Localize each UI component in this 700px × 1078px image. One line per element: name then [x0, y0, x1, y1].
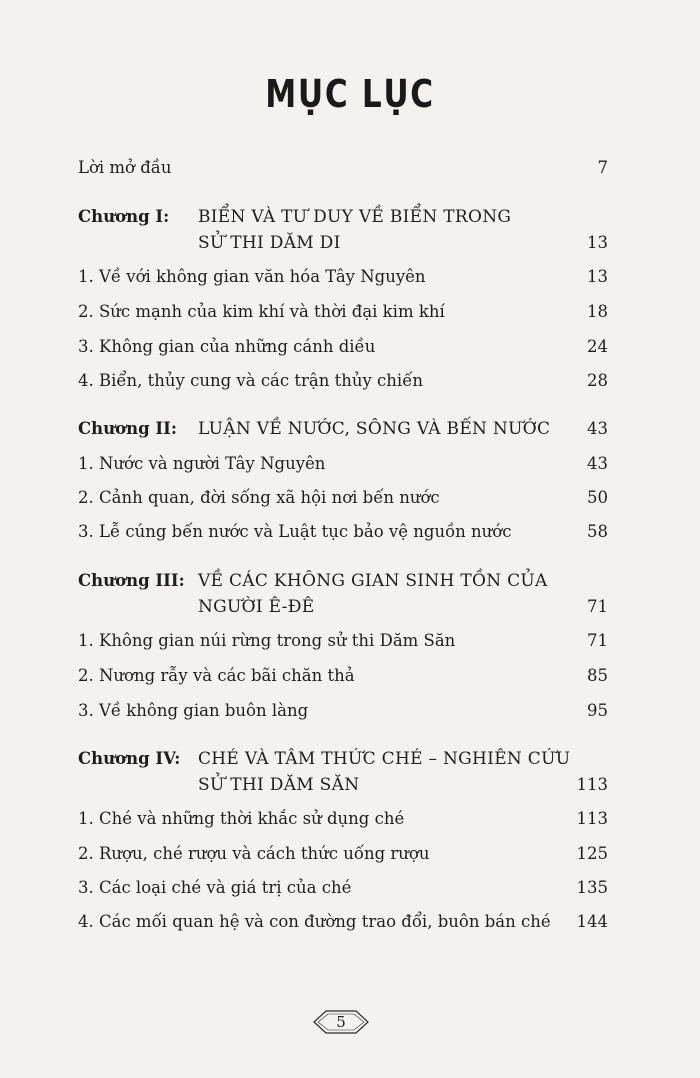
toc-entry-label: 2. Rượu, ché rượu và cách thức uống rượu — [78, 844, 430, 863]
toc-entry-label: Lời mở đầu — [78, 158, 172, 177]
chapter-title-cont: NGƯỜI Ê-ĐÊ — [198, 597, 315, 617]
toc-entry-page: 71 — [587, 631, 608, 650]
toc-entry-label: 2. Nương rẫy và các bãi chăn thả — [78, 666, 355, 685]
chapter-page: 71 — [587, 597, 608, 616]
chapter-1-heading-cont — [78, 228, 608, 258]
toc-entry-page: 58 — [587, 522, 608, 541]
chapter-2-heading — [78, 414, 608, 444]
toc-entry — [78, 449, 608, 479]
chapter-title-cont: SỬ THI DĂM SĂN — [198, 775, 360, 795]
toc-entry-label: 1. Nước và người Tây Nguyên — [78, 454, 326, 473]
toc-entry — [78, 696, 608, 726]
toc-entry — [78, 661, 608, 691]
toc-entry-label: 3. Lễ cúng bến nước và Luật tục bảo vệ nguồn nước — [78, 522, 512, 541]
toc-entry-label: 2. Sức mạnh của kim khí và thời đại kim khí — [78, 302, 445, 321]
toc-entry-page: 113 — [576, 809, 608, 828]
toc-entry-page: 50 — [587, 488, 608, 507]
toc-entry — [78, 262, 608, 292]
toc-entry-page: 85 — [587, 666, 608, 685]
page-title: MỤC LỤC — [265, 72, 435, 116]
chapter-label: Chương I: — [78, 207, 170, 226]
chapter-page: 113 — [576, 775, 608, 794]
toc-entry-intro — [78, 153, 608, 183]
toc-entry-label: 1. Ché và những thời khắc sử dụng ché — [78, 809, 405, 828]
page-number-ornament — [310, 1008, 372, 1036]
toc-entry-page: 24 — [587, 337, 608, 356]
toc-entry — [78, 907, 608, 937]
toc-entry-page: 18 — [587, 302, 608, 321]
chapter-title: VỀ CÁC KHÔNG GIAN SINH TỒN CỦA — [198, 571, 548, 591]
toc-entry-label: 4. Các mối quan hệ và con đường trao đổi, buôn bán ché — [78, 912, 551, 931]
chapter-label: Chương III: — [78, 571, 185, 590]
page-number: 5 — [336, 1013, 346, 1031]
toc-entry — [78, 626, 608, 656]
chapter-label: Chương II: — [78, 419, 177, 438]
toc-entry-page: 135 — [576, 878, 608, 897]
toc-entry — [78, 297, 608, 327]
chapter-3-heading-cont — [78, 592, 608, 622]
toc-entry-label: 3. Các loại ché và giá trị của ché — [78, 878, 352, 897]
toc-entry-label: 3. Về không gian buôn làng — [78, 701, 309, 720]
toc-entry — [78, 517, 608, 547]
toc-entry-page: 144 — [576, 912, 608, 931]
chapter-page: 13 — [587, 233, 608, 252]
toc-entry-label: 2. Cảnh quan, đời sống xã hội nơi bến nước — [78, 488, 440, 507]
toc-entry-page: 28 — [587, 371, 608, 390]
toc-entry-page: 95 — [587, 701, 608, 720]
toc-entry — [78, 483, 608, 513]
toc-entry-page: 7 — [597, 158, 608, 177]
toc-entry-label: 1. Không gian núi rừng trong sử thi Dăm Săn — [78, 631, 456, 650]
chapter-title-cont: SỬ THI DĂM DI — [198, 233, 341, 253]
toc-entry — [78, 332, 608, 362]
toc-entry-label: 3. Không gian của những cánh diều — [78, 337, 376, 356]
chapter-title: CHÉ VÀ TÂM THỨC CHÉ – NGHIÊN CỨU — [198, 749, 571, 769]
toc-entry-page: 43 — [587, 454, 608, 473]
toc-entry-page: 13 — [587, 267, 608, 286]
toc-entry — [78, 804, 608, 834]
chapter-label: Chương IV: — [78, 749, 181, 768]
chapter-title: BIỂN VÀ TƯ DUY VỀ BIỂN TRONG — [198, 207, 512, 227]
toc-entry — [78, 839, 608, 869]
chapter-page: 43 — [587, 419, 608, 438]
toc-entry-label: 1. Về với không gian văn hóa Tây Nguyên — [78, 267, 426, 286]
toc-entry-page: 125 — [576, 844, 608, 863]
chapter-title: LUẬN VỀ NƯỚC, SÔNG VÀ BẾN NƯỚC — [198, 419, 551, 439]
chapter-4-heading-cont — [78, 770, 608, 800]
toc-entry — [78, 873, 608, 903]
toc-entry-label: 4. Biển, thủy cung và các trận thủy chiến — [78, 371, 423, 390]
toc-entry — [78, 366, 608, 396]
